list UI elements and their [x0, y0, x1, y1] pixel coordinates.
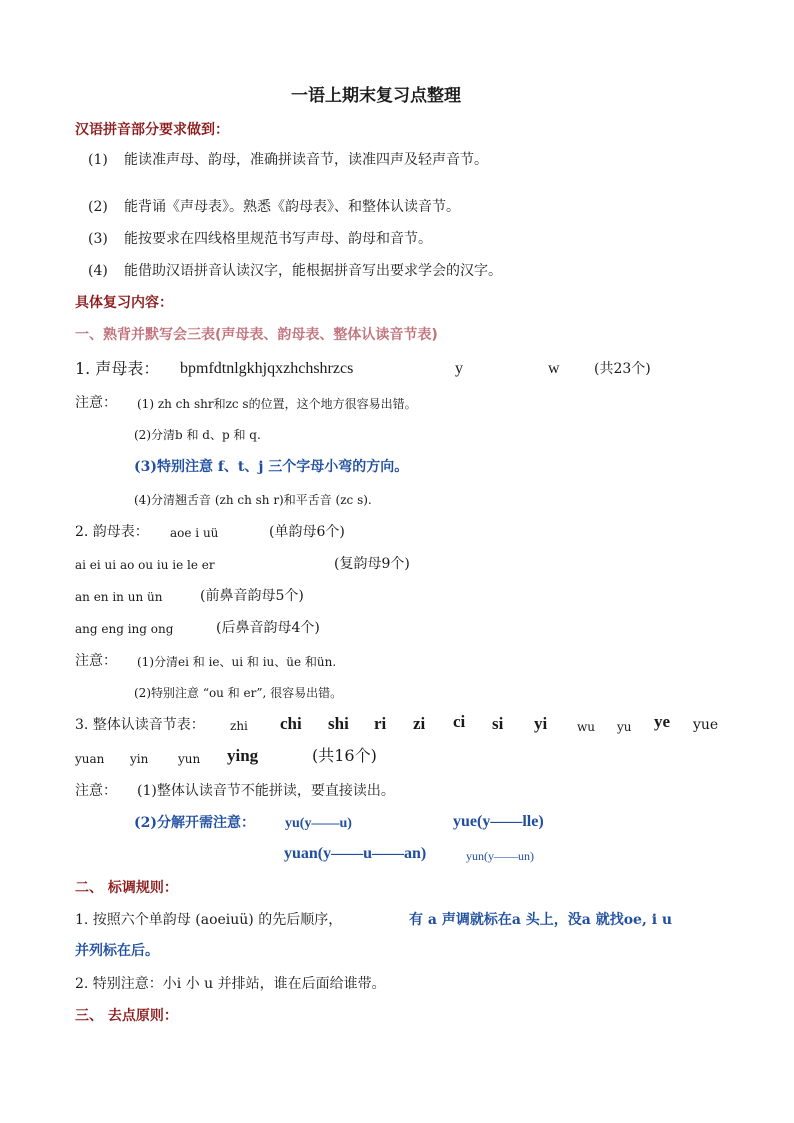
shengmu-w: w [548, 360, 560, 377]
section-heading-pinyin: 汉语拼音部分要求做到： [75, 122, 229, 138]
yunmu-letters: ai ei ui ao ou iu ie le er [75, 558, 215, 572]
syllable: zi [413, 714, 426, 733]
yunmu-letters: an en in un ün [75, 590, 163, 604]
decompose-item: yu(y——u) [285, 816, 352, 831]
syllable: zhi [230, 719, 248, 733]
note-item: (2)分清b 和 d、p 和 q. [134, 428, 261, 442]
shengmu-y: y [455, 360, 463, 377]
shengmu-letters: bpmfdtnlgkhjqxzhchshrzcs [180, 360, 354, 377]
note-item: (4)分清翘舌音 (zh ch sh r)和平舌音 (zc s). [134, 493, 372, 507]
yunmu-note: (后鼻音韵母4个) [216, 620, 320, 636]
shengmu-count: (共23个) [594, 361, 651, 377]
yunmu-letters: aoe i uü [170, 526, 219, 540]
note-item: (2)特别注意 “ou 和 er”, 很容易出错。 [134, 686, 343, 700]
section-heading-two: 二、 标调规则： [75, 880, 178, 896]
note-item-emphasis: (3)特别注意 f、t、j 三个字母小弯的方向。 [134, 459, 409, 475]
syllable: yi [534, 714, 548, 733]
page-title: 一语上期末复习点整理 [291, 86, 461, 106]
requirement-item [88, 229, 432, 249]
syllable: yu [617, 720, 632, 734]
decompose-item: yue(y——lle) [453, 813, 544, 830]
requirement-text: 能背诵《声母表》。熟悉《韵母表》、和整体认读音节。 [124, 199, 460, 215]
requirement-number: (3) [88, 231, 108, 247]
yunmu-letters: ang eng ing ong [75, 622, 174, 636]
note-label: 注意： [75, 653, 117, 669]
requirement-text: 能按要求在四线格里规范书写声母、韵母和音节。 [124, 231, 432, 247]
requirement-text: 能读准声母、韵母，准确拼读音节，读准四声及轻声音节。 [124, 152, 488, 168]
requirement-item [88, 261, 502, 281]
syllable: ying [227, 746, 259, 765]
section-heading-one: 一、熟背并默写会三表(声母表、韵母表、整体认读音节表) [75, 327, 438, 343]
note-item-emphasis: (2)分解开需注意： [134, 815, 255, 831]
yunmu-note: (复韵母9个) [334, 556, 410, 572]
syllable: ye [654, 712, 671, 731]
yunmu-label: 2. 韵母表： [75, 524, 149, 540]
decompose-item: yuan(y——u——an) [284, 845, 427, 862]
shengmu-label: 1. 声母表： [75, 359, 160, 378]
requirement-number: (2) [88, 199, 108, 215]
requirement-text: 能借助汉语拼音认读汉字，能根据拼音写出要求学会的汉字。 [124, 263, 502, 279]
rule-text: 1. 按照六个单韵母 (aoeiuü) 的先后顺序， [75, 912, 343, 928]
syllable: yin [130, 752, 149, 766]
requirement-item [88, 197, 460, 217]
yunmu-note: (前鼻音韵母5个) [200, 588, 304, 604]
zhengti-count: (共16个) [312, 746, 377, 765]
syllable: chi [280, 714, 302, 733]
note-label: 注意： [75, 395, 117, 411]
syllable: yue [693, 717, 719, 733]
section-heading-three: 三、 去点原则： [75, 1008, 178, 1024]
syllable: wu [577, 720, 595, 734]
yunmu-note: (单韵母6个) [269, 524, 345, 540]
syllable: shi [328, 714, 349, 733]
syllable: si [492, 714, 504, 733]
note-item: (1)分清ei 和 ie、ui 和 iu、üe 和ün. [137, 655, 337, 669]
rule-text-emphasis: 有 a 声调就标在a 头上，没a 就找oe, i u [409, 912, 673, 928]
note-item: (1)整体认读音节不能拼读，要直接读出。 [137, 783, 395, 799]
rule-text-emphasis: 并列标在后。 [75, 943, 159, 959]
requirement-number: (4) [88, 263, 108, 279]
zhengti-label: 3. 整体认读音节表： [75, 717, 205, 733]
syllable: yun [178, 752, 201, 766]
note-item: (1) zh ch shr和zc s的位置，这个地方很容易出错。 [137, 397, 417, 411]
syllable: ci [453, 712, 466, 731]
note-label: 注意： [75, 783, 117, 799]
requirement-number: (1) [88, 152, 108, 168]
syllable: yuan [75, 752, 105, 766]
decompose-item: yun(y——un) [466, 849, 534, 863]
rule-text: 2. 特别注意：小i 小 u 并排站，谁在后面给谁带。 [75, 976, 386, 992]
section-heading-review: 具体复习内容： [75, 295, 173, 311]
syllable: ri [374, 714, 387, 733]
requirement-item [88, 150, 488, 170]
